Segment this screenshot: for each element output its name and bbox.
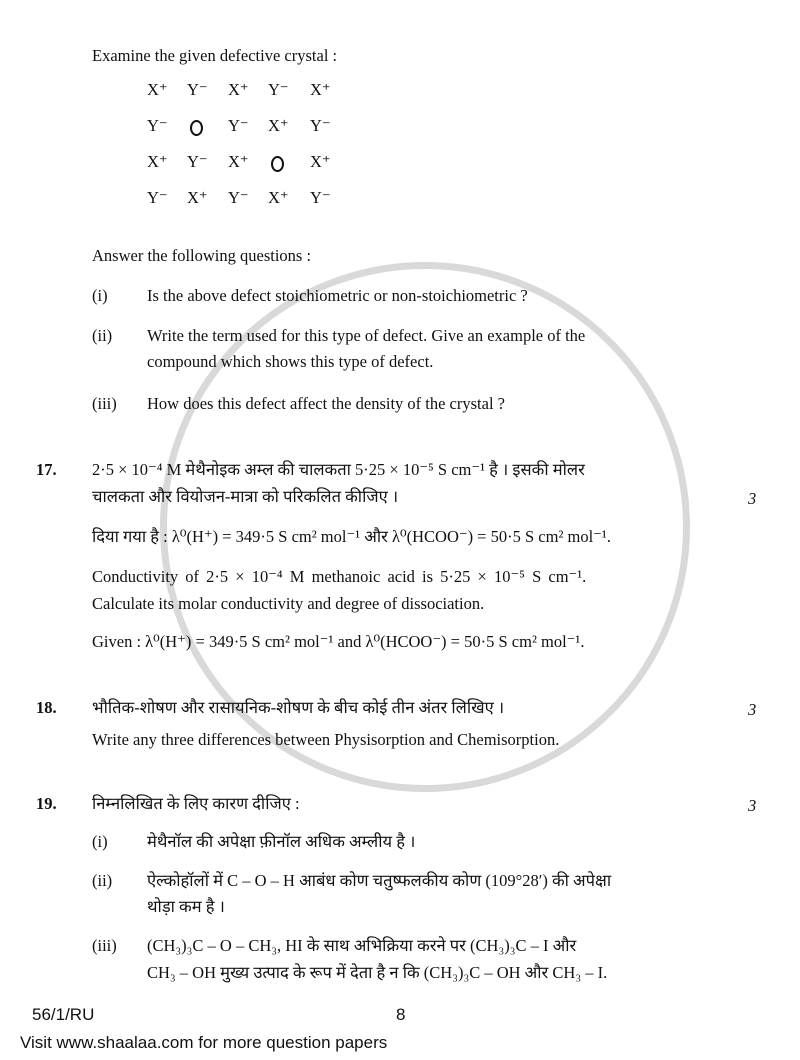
lattice-ion: Y⁻ [310, 188, 331, 207]
lattice-ion: Y⁻ [147, 116, 168, 135]
lattice-ion: Y⁻ [228, 188, 249, 207]
lattice-ion: X⁺ [147, 80, 168, 99]
lattice-ion: Y⁻ [147, 188, 168, 207]
vacancy-site [190, 120, 203, 136]
english-text: Given : λ⁰(H⁺) = 349·5 S cm² mol⁻¹ and λ⁰(HCOO⁻) = 50·5 S cm² mol⁻¹. [92, 632, 585, 651]
english-text: Calculate its molar conductivity and degree of dissociation. [92, 594, 485, 613]
marks: 3 [748, 700, 757, 719]
english-text: Write any three differences between Physisorption and Chemisorption. [92, 730, 560, 749]
part-number: (iii) [92, 394, 117, 413]
hindi-text: निम्नलिखित के लिए कारण दीजिए : [92, 794, 300, 813]
part-text: Write the term used for this type of defect. Give an example of the [147, 326, 586, 345]
part-text: Is the above defect stoichiometric or non-stoichiometric ? [147, 286, 528, 305]
part-text: CH₃ – OH मुख्य उत्पाद के रूप में देता है न कि (CH₃)₃C – OH और CH₃ – I. [147, 963, 608, 982]
lattice-ion: X⁺ [310, 80, 331, 99]
hindi-text: भौतिक-शोषण और रासायनिक-शोषण के बीच कोई तीन अंतर लिखिए । [92, 698, 505, 717]
part-number: (ii) [92, 871, 113, 890]
part-text: ऐल्कोहॉलों में C – O – H आबंध कोण चतुष्फलकीय कोण (109°28′) की अपेक्षा [147, 871, 612, 890]
footer-link[interactable]: Visit www.shaalaa.com for more question papers [20, 1033, 388, 1052]
part-text: compound which shows this type of defect. [147, 352, 434, 371]
part-number: (i) [92, 286, 108, 305]
lattice-ion: X⁺ [268, 116, 289, 135]
hindi-text: 2·5 × 10⁻⁴ M मेथैनोइक अम्ल की चालकता 5·25 × 10⁻⁵ S cm⁻¹ है । इसकी मोलर [92, 460, 585, 479]
lattice-ion: Y⁻ [310, 116, 331, 135]
vacancy-site [271, 156, 284, 172]
lattice-ion: Y⁻ [187, 152, 208, 171]
q16-intro: Examine the given defective crystal : [92, 46, 338, 65]
part-number: (iii) [92, 936, 117, 955]
question-number: 17. [36, 460, 57, 479]
lattice-ion: X⁺ [187, 188, 208, 207]
hindi-text: दिया गया है : λ⁰(H⁺) = 349·5 S cm² mol⁻¹ और λ⁰(HCOO⁻) = 50·5 S cm² mol⁻¹. [92, 527, 611, 546]
part-text: थोड़ा कम है । [147, 897, 225, 916]
part-text: मेथैनॉल की अपेक्षा फ़ीनॉल अधिक अम्लीय है । [147, 832, 416, 851]
lattice-ion: X⁺ [147, 152, 168, 171]
marks: 3 [748, 796, 757, 815]
lattice-ion: Y⁻ [228, 116, 249, 135]
lattice-ion: Y⁻ [187, 80, 208, 99]
english-text: Conductivity of 2·5 × 10⁻⁴ M methanoic acid is 5·25 × 10⁻⁵ S cm⁻¹. [92, 567, 587, 586]
lattice-ion: X⁺ [228, 152, 249, 171]
lattice-ion: X⁺ [228, 80, 249, 99]
part-number: (i) [92, 832, 108, 851]
part-text: How does this defect affect the density of the crystal ? [147, 394, 505, 413]
part-number: (ii) [92, 326, 113, 345]
lattice-ion: Y⁻ [268, 80, 289, 99]
lattice-ion: X⁺ [310, 152, 331, 171]
question-number: 18. [36, 698, 57, 717]
marks: 3 [748, 489, 757, 508]
hindi-text: चालकता और वियोजन-मात्रा को परिकलित कीजिए । [92, 487, 399, 506]
part-text: (CH₃)₃C – O – CH₃, HI के साथ अभिक्रिया करने पर (CH₃)₃C – I और [147, 936, 577, 955]
lattice-ion: X⁺ [268, 188, 289, 207]
q16-answer-intro: Answer the following questions : [92, 246, 312, 265]
page-number: 8 [396, 1005, 406, 1024]
paper-code: 56/1/RU [32, 1005, 95, 1024]
question-number: 19. [36, 794, 57, 813]
